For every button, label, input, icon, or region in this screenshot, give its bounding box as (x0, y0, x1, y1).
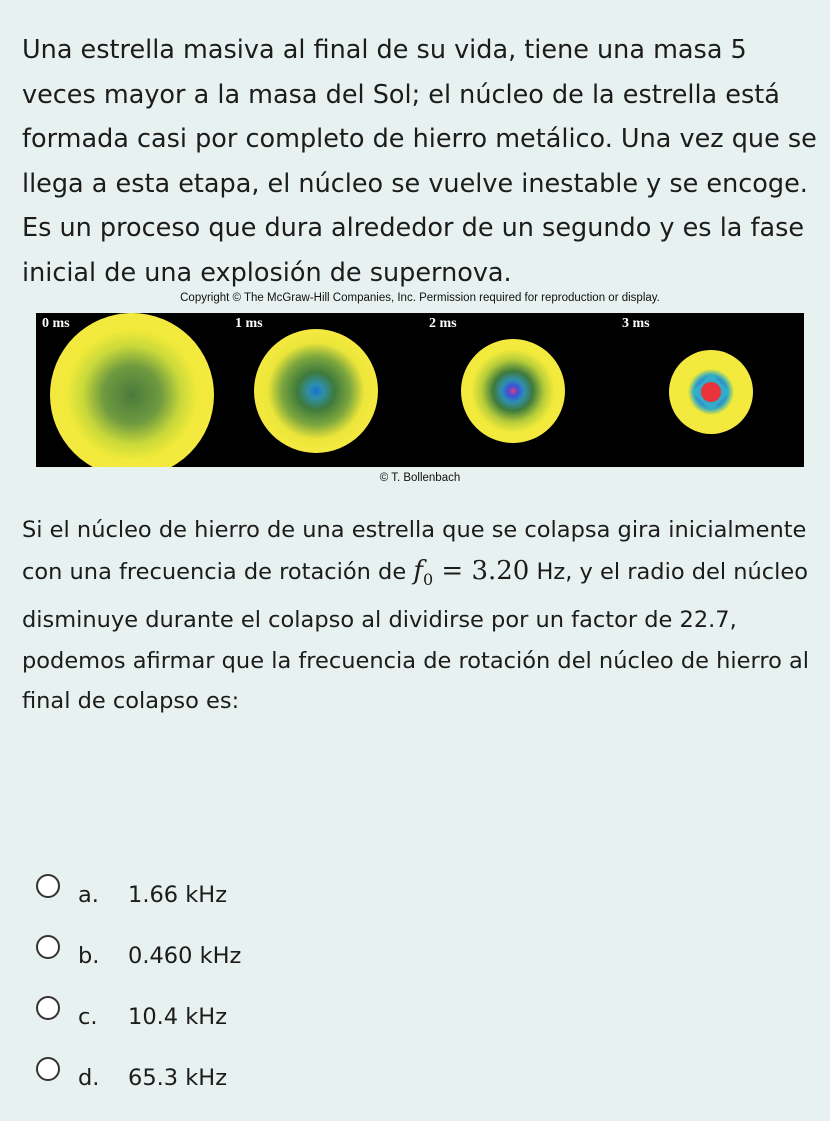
figure-panels (36, 313, 804, 467)
core-image-2ms (423, 313, 611, 467)
radio-button[interactable] (36, 996, 60, 1020)
panel-0ms (36, 313, 224, 467)
core-image-3ms (616, 313, 804, 467)
core-image-1ms (229, 313, 417, 467)
panel-time-label: 2 ms (429, 316, 457, 331)
panel-time-label: 1 ms (235, 316, 263, 331)
option-value: 10.4 kHz (128, 1004, 228, 1030)
figure-credit: © T. Bollenbach (379, 472, 461, 484)
frequency-formula: $f_0 = 3.20$ (413, 555, 530, 589)
figure-copyright: Copyright © The McGraw-Hill Companies, Inc. Permission required for reproduction or display. (180, 292, 660, 304)
option-letter: c. (78, 1004, 98, 1030)
option-value: 1.66 kHz (128, 882, 228, 908)
option-letter: d. (78, 1065, 100, 1091)
problem-intro-text: Una estrella masiva al final de su vida, tiene una masa 5 veces mayor a la masa del Sol; el núcleo de la estrella está formada casi por completo de hierro metálico. Una vez que se llega a esta etapa, el núcleo se vuelve inestable y se encoge. Es un proceso que dura alrededor de un segundo y es la fase inicial de una explosión de supernova. (22, 35, 817, 288)
core-image-0ms (36, 313, 224, 467)
option-a[interactable] (36, 866, 436, 906)
panel-1ms (229, 313, 417, 467)
panel-time-label: 3 ms (622, 316, 650, 331)
question-part1: Si el núcleo de hierro de una estrella que se colapsa gira inicialmente con una frecuencia de rotación de (22, 517, 807, 585)
panel-3ms (616, 313, 804, 467)
radio-button[interactable] (36, 935, 60, 959)
option-c[interactable] (36, 988, 436, 1028)
option-d[interactable] (36, 1049, 436, 1089)
option-letter: b. (78, 943, 100, 969)
option-b[interactable] (36, 927, 436, 967)
radio-button[interactable] (36, 1057, 60, 1081)
radio-button[interactable] (36, 874, 60, 898)
option-letter: a. (78, 882, 99, 908)
panel-time-label: 0 ms (42, 316, 70, 331)
option-value: 0.460 kHz (128, 943, 242, 969)
supernova-collapse-figure (36, 290, 804, 490)
question-text (22, 510, 822, 722)
question-part2: Hz, y el radio del núcleo disminuye durante el colapso al dividirse por un factor de 22.7, podemos afirmar que la frecuencia de rotación del núcleo de hierro al final de colapso es: (22, 558, 810, 714)
panel-2ms (423, 313, 611, 467)
option-value: 65.3 kHz (128, 1065, 228, 1091)
